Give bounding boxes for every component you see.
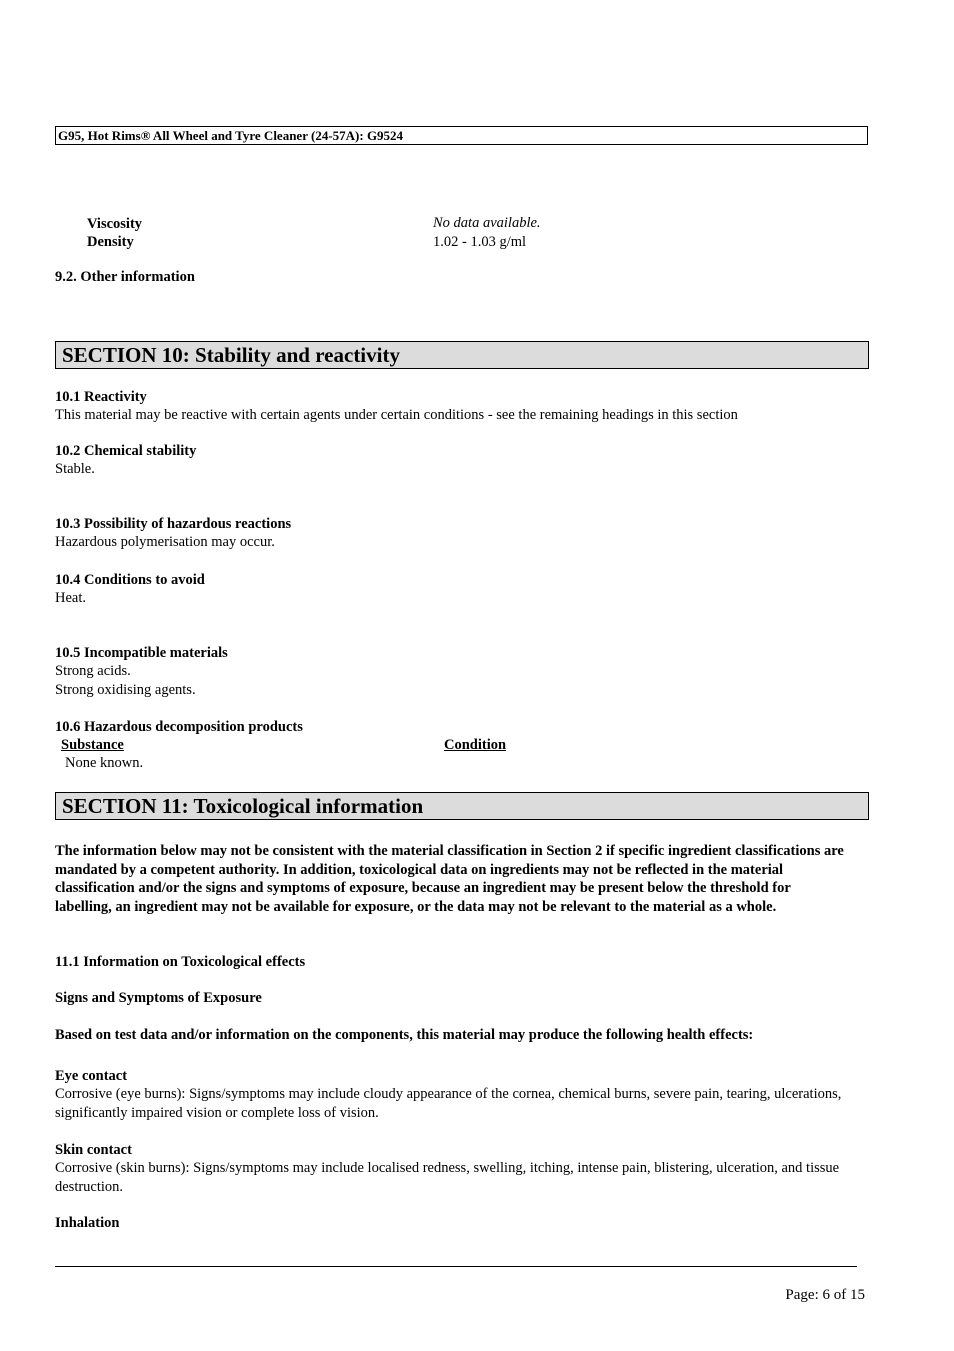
density-value: 1.02 - 1.03 g/ml xyxy=(433,234,527,250)
eye-contact-heading: Eye contact xyxy=(55,1068,128,1084)
viscosity-label: Viscosity xyxy=(87,216,143,232)
incompatible-materials-heading: 10.5 Incompatible materials xyxy=(55,645,228,661)
inhalation-heading: Inhalation xyxy=(55,1215,120,1231)
other-information-heading: 9.2. Other information xyxy=(55,269,195,285)
conditions-to-avoid-heading: 10.4 Conditions to avoid xyxy=(55,572,205,588)
document-header-title: G95, Hot Rims® All Wheel and Tyre Cleaner (24-57A): G9524 xyxy=(55,126,868,145)
toxicological-effects-heading: 11.1 Information on Toxicological effects xyxy=(55,954,306,970)
chemical-stability-text: Stable. xyxy=(55,461,95,477)
skin-contact-heading: Skin contact xyxy=(55,1142,132,1158)
health-effects-statement: Based on test data and/or information on the components, this material may produce the following health effects: xyxy=(55,1027,754,1043)
hazardous-reactions-text: Hazardous polymerisation may occur. xyxy=(55,534,275,550)
chemical-stability-heading: 10.2 Chemical stability xyxy=(55,443,197,459)
density-label: Density xyxy=(87,234,134,250)
decomposition-products-row: None known. xyxy=(65,755,144,771)
section-10-title: SECTION 10: Stability and reactivity xyxy=(55,341,869,369)
skin-contact-text: Corrosive (skin burns): Signs/symptoms may include localised redness, swelling, itching, intense pain, blistering, ulceration, and tissue destruction. xyxy=(55,1160,840,1195)
conditions-to-avoid-text: Heat. xyxy=(55,590,86,606)
footer-divider xyxy=(55,1266,857,1267)
hazardous-reactions-heading: 10.3 Possibility of hazardous reactions xyxy=(55,516,292,532)
incompatible-materials-line-1: Strong acids. xyxy=(55,663,131,679)
incompatible-materials-line-2: Strong oxidising agents. xyxy=(55,682,196,698)
signs-symptoms-heading: Signs and Symptoms of Exposure xyxy=(55,990,262,1006)
reactivity-text: This material may be reactive with certain agents under certain conditions - see the remaining headings in this section xyxy=(55,407,738,423)
decomposition-products-heading: 10.6 Hazardous decomposition products xyxy=(55,719,303,735)
viscosity-value: No data available. xyxy=(433,215,541,231)
toxicology-intro-paragraph: The information below may not be consistent with the material classification in Section 2 if specific ingredient classifications are mandated by a competent authority. In addition, toxicological data on ingredients may not be reflected in the material classification and/or the signs and symptoms of exposure, because an ingredient may be present below the threshold for labelling, an ingredient may not be available for exposure, or the data may not be relevant to the material as a whole. xyxy=(55,843,844,915)
reactivity-heading: 10.1 Reactivity xyxy=(55,389,147,405)
substance-column-header: Substance xyxy=(61,737,124,753)
condition-column-header: Condition xyxy=(444,737,507,753)
section-11-title: SECTION 11: Toxicological information xyxy=(55,792,869,820)
page-number: Page: 6 of 15 xyxy=(785,1287,865,1303)
eye-contact-text: Corrosive (eye burns): Signs/symptoms may include cloudy appearance of the cornea, chemical burns, severe pain, tearing, ulcerations, significantly impaired vision or complete loss of vision. xyxy=(55,1086,842,1121)
